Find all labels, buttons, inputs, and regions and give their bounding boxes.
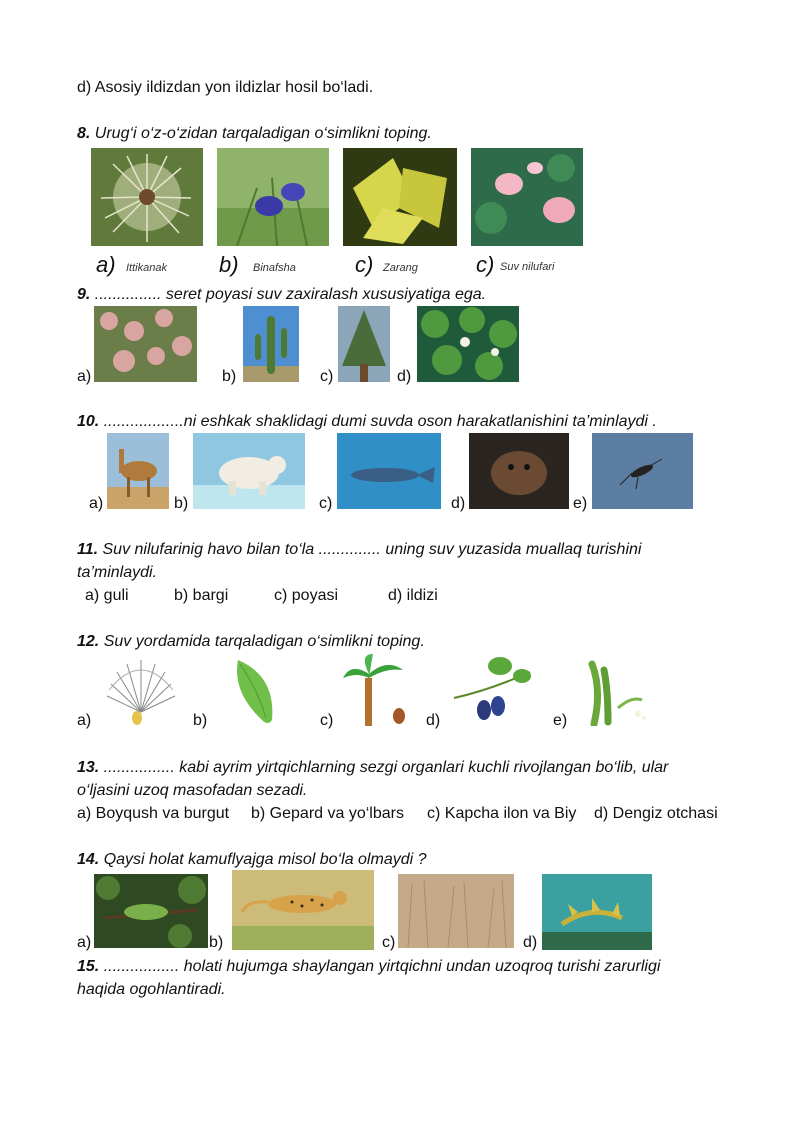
question-number: 11. (77, 541, 99, 558)
image-chameleon[interactable] (94, 874, 208, 948)
image-tree[interactable] (338, 306, 390, 382)
option-label: c) (319, 495, 333, 512)
question-number: 15. (77, 958, 100, 975)
question-15 (77, 957, 660, 977)
question-13 (77, 758, 668, 778)
answer-option-a[interactable]: a) guli (85, 587, 129, 604)
answer-option-d-previous: d) Asosiy ildizdan yon ildizlar hosil bo‘ladi. (77, 79, 374, 96)
image-water-lily-leaves[interactable] (417, 306, 519, 382)
image-cheetah[interactable] (232, 870, 374, 950)
question-text: ..................ni eshkak shaklidagi dumi suvda oson harakatlanishini ta’minlaydi . (99, 413, 657, 430)
question-9 (77, 285, 486, 305)
image-green-leaf-seed[interactable] (228, 656, 280, 728)
image-dry-grass[interactable] (398, 874, 514, 948)
question-text: ............... seret poyasi suv zaxiralash xususiyatiga ega. (90, 286, 487, 303)
option-label: d) (426, 712, 441, 729)
option-label: a) (89, 495, 104, 512)
image-binafsha[interactable] (217, 148, 329, 246)
option-label: d) (397, 368, 412, 385)
option-name: Suv nilufari (500, 261, 555, 273)
image-cactus[interactable] (243, 306, 299, 382)
answer-option-b[interactable]: b) bargi (174, 587, 229, 604)
answer-option-d[interactable]: d) Dengiz otchasi (594, 805, 718, 822)
answer-option-b[interactable]: b) Gepard va yo‘lbars (251, 805, 404, 822)
option-label: a) (77, 934, 92, 951)
option-letter: c) (476, 252, 495, 277)
option-name: Zarang (383, 262, 418, 274)
question-number: 8. (77, 125, 91, 142)
option-label: c) (320, 712, 334, 729)
question-text: ................ kabi ayrim yirtqichlarning sezgi organlari kuchli rivojlangan bo‘lib, ular (99, 759, 669, 776)
option-letter: c) (355, 252, 374, 277)
question-14 (77, 850, 427, 870)
question-text: Suv yordamida tarqaladigan o‘simlikni toping. (99, 633, 425, 650)
image-dandelion-seed[interactable] (103, 656, 179, 728)
question-11 (77, 540, 641, 560)
option-label: b) (193, 712, 208, 729)
option-letter: b) (219, 252, 239, 277)
question-8 (77, 124, 432, 144)
image-suv-nilufari[interactable] (471, 148, 583, 246)
option-letter: a) (96, 252, 116, 277)
option-label: c) (320, 368, 334, 385)
option-name: Ittikanak (126, 262, 167, 274)
question-number: 9. (77, 286, 91, 303)
option-label: b) (222, 368, 237, 385)
question-15-continued: haqida ogohlantiradi. (77, 981, 226, 998)
image-berries-branch[interactable] (450, 654, 534, 726)
option-label: b) (174, 495, 189, 512)
image-flowering-shrub[interactable] (94, 306, 197, 382)
image-leafy-sea-dragon[interactable] (542, 874, 652, 950)
question-number: 10. (77, 413, 100, 430)
image-polar-bear[interactable] (193, 433, 305, 509)
option-name: Binafsha (253, 262, 296, 274)
question-number: 13. (77, 759, 100, 776)
option-label: b) (209, 934, 224, 951)
question-text: Urug‘i o‘z-o‘zidan tarqaladigan o‘simlikni toping. (94, 125, 432, 142)
option-label: d) (523, 934, 538, 951)
answer-option-c[interactable]: c) poyasi (274, 587, 339, 604)
question-text: Qaysi holat kamuflyajga misol bo‘la olmaydi ? (99, 851, 427, 868)
question-number: 12. (77, 633, 100, 650)
question-11-continued: ta’minlaydi. (77, 564, 158, 581)
option-label: a) (77, 712, 92, 729)
question-10 (77, 412, 657, 432)
option-label: e) (553, 712, 568, 729)
image-coconut-palm[interactable] (343, 654, 409, 728)
image-camel[interactable] (107, 433, 169, 509)
question-text: ................. holati hujumga shaylangan yirtqichni undan uzoqroq turishi zarurligi (99, 958, 661, 975)
question-number: 14. (77, 851, 100, 868)
image-whale[interactable] (337, 433, 441, 509)
option-label: e) (573, 495, 588, 512)
answer-option-c[interactable]: c) Kapcha ilon va Biy (427, 805, 577, 822)
image-beaver[interactable] (469, 433, 569, 509)
answer-option-d[interactable]: d) ildizi (388, 587, 438, 604)
image-pea-pods[interactable] (572, 660, 652, 726)
option-label: c) (382, 934, 396, 951)
option-label: d) (451, 495, 466, 512)
image-water-insect[interactable] (592, 433, 693, 509)
answer-option-a[interactable]: a) Boyqush va burgut (77, 805, 230, 822)
image-ittikanak[interactable] (91, 148, 203, 246)
image-zarang[interactable] (343, 148, 457, 246)
question-12 (77, 632, 425, 652)
question-text: Suv nilufarinig havo bilan to‘la .............. uning suv yuzasida muallaq turishini (98, 541, 642, 558)
option-label: a) (77, 368, 92, 385)
question-13-continued: o‘ljasini uzoq masofadan sezadi. (77, 782, 308, 799)
